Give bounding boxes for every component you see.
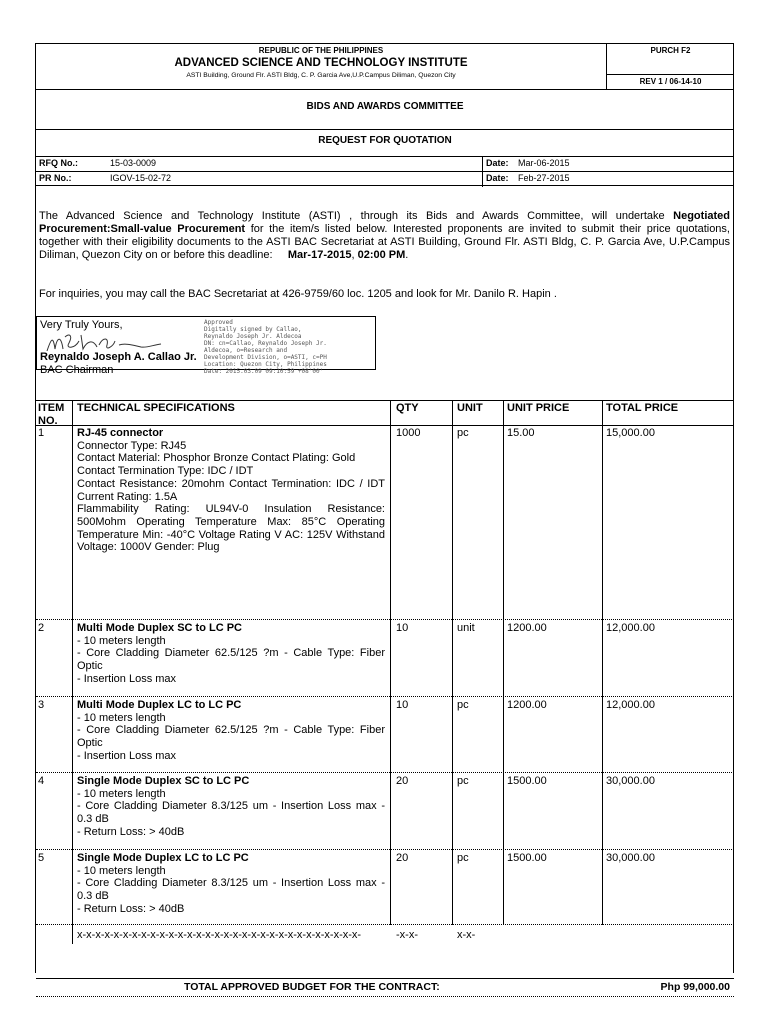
col-header-unit: UNIT — [457, 402, 483, 414]
end-of-list-marker: x-x-x-x-x-x-x-x-x-x-x-x-x-x-x-x-x-x-x-x-x-x-x-x-x-x-x-x-x-x-x- — [77, 929, 362, 941]
rfq-date-label: Date: — [486, 158, 509, 168]
item-spec: Multi Mode Duplex LC to LC PC - 10 meters length - Core Cladding Diameter 62.5/125 ?m - Cable Type: Fiber Optic - Insertion Loss max — [77, 699, 385, 762]
item-unit: pc — [457, 775, 469, 787]
deadline-date: Mar-17-2015 — [287, 249, 352, 261]
item-qty: 20 — [396, 775, 409, 787]
item-total-price: 30,000.00 — [606, 775, 655, 787]
item-total-price: 30,000.00 — [606, 852, 655, 864]
republic-label: REPUBLIC OF THE PHILIPPINES — [258, 46, 384, 55]
signature-block — [36, 316, 376, 376]
document-title: REQUEST FOR QUOTATION — [36, 129, 734, 156]
form-code: PURCH F2 — [650, 46, 691, 55]
col-header-spec: TECHNICAL SPECIFICATIONS — [77, 402, 235, 414]
form-code-block — [607, 44, 734, 74]
item-no: 4 — [38, 775, 45, 787]
revision-block — [607, 75, 734, 86]
item-qty: 20 — [396, 852, 409, 864]
item-unit: pc — [457, 852, 469, 864]
item-spec: RJ-45 connector Connector Type: RJ45 Contact Material: Phosphor Bronze Contact Plating: Gold Contact Termination Type: IDC / IDT Contact Resistance: 20mohm Contact Termination: IDC / IDT Current Rating: 1.5A Flammability Rating: UL94V-0 Insulation Resistance: 500Mohm Operating Temperature Max: 85°C Operating Temperature Min: -40°C Voltage Rating V AC: 125V Withstand Voltage: 1000V Gender: Plug — [77, 427, 385, 554]
institute-address: ASTI Building, Ground Flr. ASTI Bldg, C. P. Garcia Ave,U.P.Campus Diliman, Quezon City — [186, 72, 456, 79]
pr-row — [36, 171, 734, 186]
item-unit-price: 1500.00 — [507, 852, 547, 864]
item-unit-price: 1200.00 — [507, 622, 547, 634]
item-qty: 10 — [396, 622, 409, 634]
inquiries-text: For inquiries, you may call the BAC Secretariat at 426-9759/60 loc. 1205 and look for Mr. Danilo R. Hapin . — [39, 288, 557, 300]
end-unit-marker: x-x- — [457, 929, 476, 941]
item-total-price: 12,000.00 — [606, 622, 655, 634]
committee-title: BIDS AND AWARDS COMMITTEE — [36, 89, 734, 129]
intro-text-2: for the item/s listed below. Interested proponents are invited to submit their price quotations, together with their eligibility documents to the ASTI BAC Secretariat at ASTI Building, Ground Flr. ASTI Bldg, C. P. Garcia Ave, U.P.Campus Diliman, Quezon City on or before this deadline: — [39, 223, 730, 261]
item-no: 2 — [38, 622, 45, 634]
pr-no-label: PR No.: — [39, 173, 72, 183]
header-block — [36, 44, 607, 89]
rfq-no-label: RFQ No.: — [39, 158, 78, 168]
item-spec: Multi Mode Duplex SC to LC PC - 10 meters length - Core Cladding Diameter 62.5/125 ?m - Cable Type: Fiber Optic - Insertion Loss max — [77, 622, 385, 685]
col-header-qty: QTY — [396, 402, 419, 414]
procurement-mode: Negotiated Procurement:Small-value Procurement — [39, 210, 730, 235]
item-unit-price: 1200.00 — [507, 699, 547, 711]
signatory-name: Reynaldo Joseph A. Callao Jr. — [40, 351, 197, 363]
item-unit-price: 15.00 — [507, 427, 535, 439]
item-qty: 1000 — [396, 427, 421, 439]
item-total-price: 15,000.00 — [606, 427, 655, 439]
deadline-time: 02:00 PM — [357, 249, 406, 261]
item-unit-price: 1500.00 — [507, 775, 547, 787]
col-header-total-price: TOTAL PRICE — [606, 402, 679, 414]
intro-text-1: The Advanced Science and Technology Institute (ASTI) , through its Bids and Awards Committee, will undertake — [39, 210, 674, 222]
rfq-form — [35, 43, 734, 993]
rfq-no-value: 15-03-0009 — [110, 158, 157, 168]
item-unit: pc — [457, 699, 469, 711]
institute-name: ADVANCED SCIENCE AND TECHNOLOGY INSTITUTE — [174, 57, 468, 69]
total-value: Php 99,000.00 — [660, 981, 730, 993]
item-unit: unit — [457, 622, 475, 634]
item-unit: pc — [457, 427, 469, 439]
col-header-unit-price: UNIT PRICE — [507, 402, 570, 414]
pr-no-value: IGOV-15-02-72 — [110, 173, 172, 183]
item-qty: 10 — [396, 699, 409, 711]
item-spec: Single Mode Duplex SC to LC PC - 10 meters length - Core Cladding Diameter 8.3/125 um - Insertion Loss max - 0.3 dB - Return Loss: > 40dB — [77, 775, 385, 838]
rfq-date-value: Mar-06-2015 — [518, 158, 570, 168]
item-no: 1 — [38, 427, 45, 439]
item-no: 3 — [38, 699, 45, 711]
col-header-item: ITEM NO. — [38, 402, 65, 427]
intro-paragraph: The Advanced Science and Technology Institute (ASTI) , through its Bids and Awards Committee, will undertake Negotiated Procurement:Small-value Procurement for the item/s listed below. Interested proponents are invited to submit their price quotations, together with their eligibility documents to the ASTI BAC Secretariat at ASTI Building, Ground Flr. ASTI Bldg, C. P. Garcia Ave, U.P.Campus Diliman, Quezon City on or before this deadline: Mar-17-2015, 02:00 PM. — [39, 210, 730, 261]
signatory-role: BAC Chairman — [40, 364, 114, 376]
closing-text: Very Truly Yours, — [40, 319, 123, 331]
pr-date-value: Feb-27-2015 — [518, 173, 570, 183]
total-label: TOTAL APPROVED BUDGET FOR THE CONTRACT: — [184, 981, 440, 993]
form-revision: REV 1 / 06-14-10 — [639, 77, 702, 86]
pr-date-label: Date: — [486, 173, 509, 183]
item-spec: Single Mode Duplex LC to LC PC - 10 meters length - Core Cladding Diameter 8.3/125 um - Insertion Loss max - 0.3 dB - Return Loss: > 40dB — [77, 852, 385, 915]
digital-signature-stamp: Approved Digitally signed by Callao, Reynaldo Joseph Jr. Aldecoa DN: cn=Callao, Reynaldo Joseph Jr. Aldecoa, o=Research and Development Division, o=ASTI, c=PH Location: Quezon City, Philippines Date: 2015.03.09 09:10:59 +08'00' — [204, 319, 327, 375]
item-no: 5 — [38, 852, 45, 864]
rfq-row — [36, 156, 734, 171]
end-qty-marker: -x-x- — [396, 929, 418, 941]
item-total-price: 12,000.00 — [606, 699, 655, 711]
